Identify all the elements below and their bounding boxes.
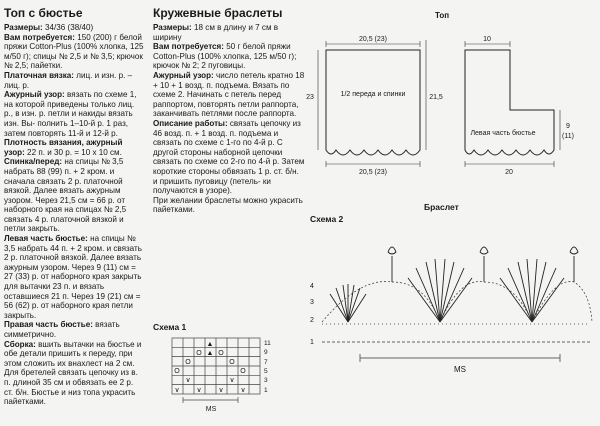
front-height-left: 23 — [306, 94, 314, 101]
front-height-right: 21,5 — [429, 94, 443, 101]
bracelet-section-title: Браслет — [424, 202, 459, 212]
top-pattern-diagram — [300, 0, 600, 215]
scheme2-ms-label: MS — [454, 365, 466, 374]
bracelet-instructions — [153, 6, 305, 215]
bracelet-paragraphs — [153, 23, 305, 215]
front-width: 20,5 (23) — [358, 36, 388, 43]
instruction-paragraph — [153, 119, 305, 196]
scheme2-ms-bracket — [360, 354, 560, 362]
instruction-label: Ажурный узор: — [153, 70, 214, 80]
instruction-text: вшить вытачки на бюстье и обе детали пришить к переду, при этом сложить их внахлест на 2 см. Для бретелей связать цепочку из в. п. длиной 35 см и обвязать ее 2 р. ст. б/н. Бюстье и низ топа украсить пайетками. — [4, 339, 142, 407]
bust-height-alt: (11) — [562, 133, 574, 140]
front-label: 1/2 переда и спинки — [340, 91, 406, 98]
instruction-text: 150 (200) г белой пряжи Cotton-Plus (100% хлопка, 125 м/50 г); спицы № 2,5 и № 3,5; крючок № 2,5; пайетки. — [4, 32, 144, 71]
instruction-paragraph — [4, 340, 144, 407]
instruction-label: Ажурный узор: — [4, 90, 65, 100]
front-dimension-lines — [318, 40, 426, 167]
instruction-paragraph — [4, 157, 144, 234]
svg-text:5: 5 — [264, 368, 268, 375]
svg-text:4: 4 — [310, 283, 314, 290]
svg-text:▲: ▲ — [206, 350, 214, 357]
instruction-paragraph — [4, 90, 144, 138]
instruction-paragraph — [153, 196, 305, 215]
instruction-label: Вам потребуется: — [4, 32, 75, 42]
instruction-paragraph — [153, 71, 305, 119]
instruction-label: Описание работы: — [153, 118, 228, 128]
scheme1-ms-label: MS — [205, 406, 217, 413]
svg-text:O: O — [218, 350, 224, 357]
instruction-label: Правая часть бюстье: — [4, 320, 93, 330]
scheme1-symbols — [174, 341, 246, 394]
svg-text:9: 9 — [264, 349, 268, 356]
scheme1-ms-bracket — [183, 397, 238, 403]
instruction-text: 18 см в длину и 7 см в ширину — [153, 23, 279, 42]
instruction-label: Размеры: — [4, 23, 43, 32]
svg-text:∨: ∨ — [229, 377, 235, 384]
instruction-paragraph — [4, 23, 144, 33]
svg-text:O: O — [174, 368, 180, 375]
instruction-text: лиц. и изн. р. – лиц. р. — [4, 70, 133, 90]
svg-text:∨: ∨ — [174, 387, 180, 394]
top-title: Топ с бюстье — [4, 6, 83, 20]
svg-text:3: 3 — [310, 299, 314, 306]
scheme1-chart — [150, 332, 285, 420]
instruction-label: Плотность вязания, ажурный узор: — [4, 138, 123, 157]
top-instructions — [4, 6, 144, 407]
instruction-label: Размеры: — [153, 23, 192, 32]
instruction-paragraph — [153, 23, 305, 42]
instruction-paragraph — [4, 138, 144, 157]
scheme1-title: Схема 1 — [153, 322, 187, 332]
fan-right — [500, 259, 564, 322]
instruction-paragraph — [4, 33, 144, 71]
instruction-text: на спицы № 3,5 набрать 88 (99) п. + 2 кром. и сначала связать 2 р. платочной вязкой. Далее вязать ажурным узором. Через 21,5 см = 66 р. от наборного края на спицах № 2,5 связать 4 р. платочной вязкой и петли закрыть. — [4, 157, 127, 234]
svg-text:O: O — [229, 359, 235, 366]
bust-bottom-width: 20 — [505, 169, 513, 176]
instruction-label: Платочная вязка: — [4, 70, 74, 80]
instruction-text: 22 п. и 30 р. = 10 х 10 см. — [24, 147, 122, 157]
scheme2-row-numbers — [310, 283, 314, 346]
svg-text:O: O — [185, 359, 191, 366]
bust-label: Левая часть бюстье — [470, 130, 536, 137]
instruction-paragraph — [4, 234, 144, 320]
instruction-text: При желании браслеты можно украсить пайетками. — [153, 195, 303, 215]
instruction-text: на спицы № 3,5 набрать 44 п. + 2 кром. и связать 2 р. платочной вязкой. Далее вязать ажурным узором. Через 9 (11) см = 27 (33) р. от наборного края закрыть для вытачки 23 п. и вязать оставшиеся 21 п. Через 19 (21) см = 56 (62) р. от наборного края петли закрыть. — [4, 234, 142, 320]
bust-piece — [465, 50, 554, 155]
svg-text:∨: ∨ — [218, 387, 224, 394]
instruction-text: 34/36 (38/40) — [42, 23, 94, 32]
svg-text:∨: ∨ — [185, 377, 191, 384]
bust-height: 9 — [566, 123, 570, 130]
chain-arcs — [322, 282, 592, 323]
bust-top-width: 10 — [483, 36, 491, 43]
top-diagram-title: Топ — [434, 11, 450, 20]
svg-text:∨: ∨ — [240, 387, 246, 394]
instruction-label: Вам потребуется: — [153, 42, 224, 52]
scheme2-chart — [300, 222, 600, 422]
front-bottom-width: 20,5 (23) — [358, 169, 388, 176]
instruction-label: Спинка/перед: — [4, 157, 63, 167]
instruction-text: 50 г белой пряжи Cotton-Plus (100% хлопка, 125 м/50 г); крючок № 2; 2 пуговицы. — [153, 42, 297, 71]
instruction-text: число петель кратно 18 + 10 + 1 возд. п. подъема. Вязать по схеме 2. Начинать с петель перед раппортом, повторять петли раппорта, заканчивать петлями после раппорта. — [153, 70, 305, 119]
svg-text:∨: ∨ — [196, 387, 202, 394]
foundation-chain — [322, 324, 590, 342]
instruction-text: связать цепочку из 46 возд. п. + 1 возд. п. подъема и связать по схеме с 1-го по 4-й р. С другой стороны наборной цепочки связать по схеме со 2-го по 4-й р. Затем короткие стороны обвязать 1 р. ст. б/н. и пришить пуговицу (петель- ки получаются в узоре). — [153, 118, 305, 196]
instruction-label: Сборка: — [4, 339, 36, 349]
svg-text:7: 7 — [264, 359, 268, 366]
instruction-paragraph — [153, 42, 305, 71]
svg-text:O: O — [196, 350, 202, 357]
instruction-text: вязать по схеме 1, на которой приведены только лиц. р., в изн. р. петли и накиды вязать изн. Вы- полнить 1–10-й р. 1 раз, затем повторять 11-й и 12-й р. — [4, 90, 137, 138]
svg-text:1: 1 — [264, 387, 268, 394]
svg-text:1: 1 — [310, 339, 314, 346]
scheme1-grid — [172, 338, 260, 394]
top-paragraphs — [4, 23, 144, 407]
instruction-paragraph — [4, 320, 144, 339]
instruction-label: Левая часть бюстье: — [4, 234, 88, 244]
front-piece — [326, 50, 420, 155]
svg-text:11: 11 — [264, 340, 271, 347]
bust-dimension-lines — [465, 41, 560, 167]
svg-text:▲: ▲ — [206, 341, 214, 348]
fan-left — [330, 284, 366, 322]
instruction-text: вязать симметрично. — [4, 320, 120, 339]
instruction-paragraph — [4, 71, 144, 90]
fan-center — [408, 259, 472, 322]
svg-text:3: 3 — [264, 377, 268, 384]
svg-text:2: 2 — [310, 317, 314, 324]
svg-text:O: O — [240, 368, 246, 375]
bracelet-title: Кружевные браслеты — [153, 6, 283, 20]
scheme1-row-numbers — [264, 340, 271, 394]
scheme2-title: Схема 2 — [310, 214, 344, 224]
picots — [388, 247, 578, 282]
